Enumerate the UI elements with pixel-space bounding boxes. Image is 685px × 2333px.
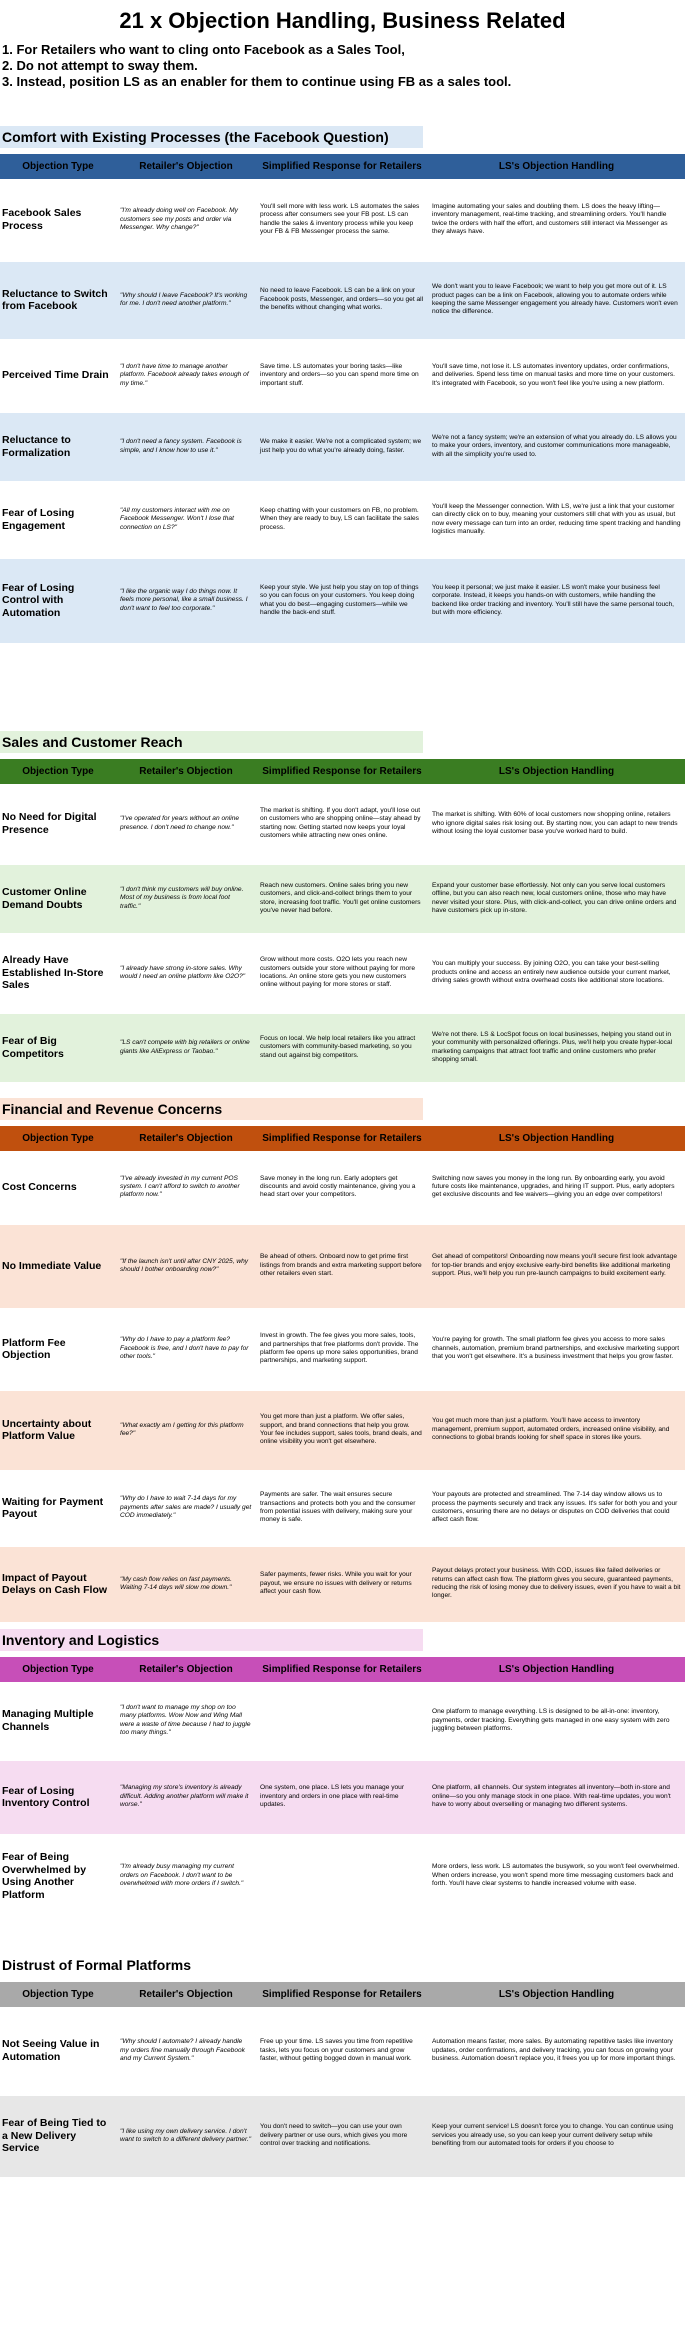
- retailer-objection: "Why should I automate? I already handle my orders fine manually through Facebook and my Current System.": [116, 2008, 256, 2094]
- ls-objection-handling: You keep it personal; we just make it easier. LS won't make your business feel corporate. Instead, it keeps you hands-on with customers, while handling the backend like order tracking and inventory. You'll still have the same personal touch, but with more efficiency.: [428, 557, 685, 644]
- objection-type: Customer Online Demand Doubts: [0, 863, 116, 934]
- objection-type: Uncertainty about Platform Value: [0, 1389, 116, 1471]
- objection-type: No Immediate Value: [0, 1223, 116, 1309]
- ls-objection-handling: You'll keep the Messenger connection. With LS, we're just a link that your customer can directly click on to buy, meaning your customers still chat with you as usual, but now every message can turn into an order, reducing time spent tracking and handling logistics manually.: [428, 482, 685, 557]
- section-title: Distrust of Formal Platforms: [0, 1954, 423, 1976]
- column-header: LS's Objection Handling: [428, 154, 685, 180]
- objection-type: Facebook Sales Process: [0, 180, 116, 260]
- column-header: LS's Objection Handling: [428, 1657, 685, 1683]
- table-header-row: [0, 1982, 685, 2008]
- ls-objection-handling: Your payouts are protected and streamlined. The 7-14 day window allows us to process the payments securely and track any issues. It's safer for both you and your customers, ensuring there are no delays or disputes on COD deliveries that could affect cash flow.: [428, 1471, 685, 1545]
- column-header: Simplified Response for Retailers: [256, 154, 428, 180]
- table-row: [0, 557, 685, 644]
- objection-table: [0, 154, 685, 646]
- section: [0, 1098, 685, 1625]
- column-header: LS's Objection Handling: [428, 759, 685, 785]
- table-row: [0, 180, 685, 260]
- simplified-response: Keep chatting with your customers on FB, no problem. When they are ready to buy, LS can facilitate the sales process.: [256, 482, 428, 557]
- simplified-response: Be ahead of others. Onboard now to get prime first listings from brands and extra marketing support before other retailers even start.: [256, 1223, 428, 1309]
- table-row: [0, 260, 685, 340]
- objection-type: Impact of Payout Delays on Cash Flow: [0, 1545, 116, 1623]
- objection-table: [0, 1982, 685, 2180]
- simplified-response: Invest in growth. The fee gives you more sales, tools, and partnerships that free platforms don't provide. The platform fee opens up more sales opportunities, brand partnerships, and marketing support.: [256, 1309, 428, 1389]
- column-header: LS's Objection Handling: [428, 1126, 685, 1152]
- simplified-response: Save time. LS automates your boring tasks—like inventory and orders—so you can spend more time on important stuff.: [256, 340, 428, 411]
- intro-item: 3. Instead, position LS as an enabler for them to continue using FB as a sales tool.: [2, 74, 512, 89]
- retailer-objection: "I'm already doing well on Facebook. My customers see my posts and order via Messenger. Why change?": [116, 180, 256, 260]
- retailer-objection: "If the launch isn't until after CNY 2025, why should I bother onboarding now?": [116, 1223, 256, 1309]
- simplified-response: Focus on local. We help local retailers like you attract customers with community-based marketing, so you stand out against big competitors.: [256, 1012, 428, 1083]
- table-row: [0, 1012, 685, 1083]
- simplified-response: Safer payments, fewer risks. While you wait for your payout, we ensure no issues with delivery or returns affect your cash flow.: [256, 1545, 428, 1623]
- column-header: Objection Type: [0, 1657, 116, 1683]
- table-row: [0, 863, 685, 934]
- retailer-objection: "Why do I have to wait 7-14 days for my payments after sales are made? I usually get COD immediately.": [116, 1471, 256, 1545]
- table-row: [0, 1223, 685, 1309]
- column-header: Retailer's Objection: [116, 154, 256, 180]
- simplified-response: Grow without more costs. O2O lets you reach new customers outside your store without paying for more locations. An online store gets you new customers online without paying for more stores or staff.: [256, 934, 428, 1012]
- retailer-objection: "What exactly am I getting for this platform fee?": [116, 1389, 256, 1471]
- objection-type: Reluctance to Formalization: [0, 411, 116, 482]
- ls-objection-handling: One platform to manage everything. LS is designed to be all-in-one: inventory, payments, order tracking. Everything gets managed in one easy system with zero juggling between platforms.: [428, 1683, 685, 1759]
- retailer-objection: "I don't want to manage my shop on too many platforms. Wow Now and Wing Mall were a waste of time because I had to juggle too many things.": [116, 1683, 256, 1759]
- table-row: [0, 1152, 685, 1223]
- objection-type: Reluctance to Switch from Facebook: [0, 260, 116, 340]
- retailer-objection: "I like the organic way I do things now. It feels more personal, like a small business. I don't want to feel too corporate.": [116, 557, 256, 644]
- table-row: [0, 2094, 685, 2178]
- ls-objection-handling: You can multiply your success. By joining O2O, you can take your best-selling products online and access an entirely new audience outside your current market, driving sales growth without extra overhead costs like additional store locations.: [428, 934, 685, 1012]
- retailer-objection: "I like using my own delivery service. I don't want to switch to a different delivery partner.": [116, 2094, 256, 2178]
- objection-type: Already Have Established In-Store Sales: [0, 934, 116, 1012]
- objection-type: Fear of Losing Engagement: [0, 482, 116, 557]
- simplified-response: You'll sell more with less work. LS automates the sales process after consumers see your FB post. LS can handle the sales & inventory process while you keep your FB & FB Messenger process the same.: [256, 180, 428, 260]
- retailer-objection: "I don't have time to manage another platform. Facebook already takes enough of my time.": [116, 340, 256, 411]
- retailer-objection: "I'm already busy managing my current orders on Facebook. I don't want to be overwhelmed with more orders if I switch.": [116, 1835, 256, 1917]
- column-header: Simplified Response for Retailers: [256, 759, 428, 785]
- objection-type: Cost Concerns: [0, 1152, 116, 1223]
- table-row: [0, 2008, 685, 2094]
- section-title: Sales and Customer Reach: [0, 731, 423, 753]
- simplified-response: Free up your time. LS saves you time from repetitive tasks, lets you focus on your customers and grow faster, without getting bogged down in manual work.: [256, 2008, 428, 2094]
- simplified-response: Payments are safer. The wait ensures secure transactions and protects both you and the consumer from potential issues with delivery, making sure your money is safe.: [256, 1471, 428, 1545]
- retailer-objection: "I've already invested in my current POS system. I can't afford to switch to another platform now.": [116, 1152, 256, 1223]
- table-header-row: [0, 154, 685, 180]
- retailer-objection: "I've operated for years without an online presence. I don't need to change now.": [116, 785, 256, 863]
- column-header: LS's Objection Handling: [428, 1982, 685, 2008]
- ls-objection-handling: One platform, all channels. Our system integrates all inventory—both in-store and online—so you only manage stock in one place. With real-time updates, you won't have to worry about overselling or managing two different systems.: [428, 1759, 685, 1835]
- simplified-response: Reach new customers. Online sales bring you new customers, and click-and-collect brings them to your store, increasing foot traffic. You'll get online customers you've never had before.: [256, 863, 428, 934]
- ls-objection-handling: We don't want you to leave Facebook; we want to help you get more out of it. LS product pages can be a link on Facebook, allowing you to automate orders while keeping the same Messenger engagement you already have. Customers won't even notice the difference.: [428, 260, 685, 340]
- ls-objection-handling: You'll save time, not lose it. LS automates inventory updates, order confirmations, and deliveries. Spend less time on manual tasks and more time on your customers. It's integrated with Facebook, so you won't feel like you're using a new platform.: [428, 340, 685, 411]
- table-header-row: [0, 1126, 685, 1152]
- simplified-response: One system, one place. LS lets you manage your inventory and orders in one place with real-time updates.: [256, 1759, 428, 1835]
- column-header: Retailer's Objection: [116, 1126, 256, 1152]
- column-header: Objection Type: [0, 1982, 116, 2008]
- retailer-objection: "LS can't compete with big retailers or online giants like AliExpress or Taobao.": [116, 1012, 256, 1083]
- simplified-response: [256, 1835, 428, 1917]
- section: [0, 1954, 685, 2180]
- column-header: Retailer's Objection: [116, 1657, 256, 1683]
- ls-objection-handling: You get much more than just a platform. You'll have access to inventory management, premium support, automated orders, increased online visibility, and connections to global brands looking for shelf space in stores like yours.: [428, 1389, 685, 1471]
- column-header: Retailer's Objection: [116, 1982, 256, 2008]
- ls-objection-handling: Automation means faster, more sales. By automating repetitive tasks like inventory updates, order confirmations, and delivery tracking, you can focus on growing your business. Automation doesn't replace you, it frees you up for more important things.: [428, 2008, 685, 2094]
- table-row: [0, 411, 685, 482]
- retailer-objection: "I don't need a fancy system. Facebook is simple, and I know how to use it.": [116, 411, 256, 482]
- retailer-objection: "All my customers interact with me on Facebook Messenger. Won't I lose that connection on LS?": [116, 482, 256, 557]
- simplified-response: Keep your style. We just help you stay on top of things so you can focus on your customers. You keep doing what you do best—engaging customers—while we handle the back-end stuff.: [256, 557, 428, 644]
- table-header-row: [0, 759, 685, 785]
- section-title: Comfort with Existing Processes (the Facebook Question): [0, 126, 423, 148]
- ls-objection-handling: Get ahead of competitors! Onboarding now means you'll secure first look advantage for top-tier brands and enjoy exclusive early-bird benefits like additional marketing support. Plus, we'll help you run pre-launch campaigns to build excitement early.: [428, 1223, 685, 1309]
- objection-type: Platform Fee Objection: [0, 1309, 116, 1389]
- ls-objection-handling: More orders, less work. LS automates the busywork, so you won't feel overwhelmed. When orders increase, you won't spend more time messaging customers back and forth. You'll have clear systems to handle increased volume with ease.: [428, 1835, 685, 1917]
- simplified-response: Save money in the long run. Early adopters get discounts and avoid costly maintenance, giving you a head start over your competitors.: [256, 1152, 428, 1223]
- objection-type: Not Seeing Value in Automation: [0, 2008, 116, 2094]
- column-header: Simplified Response for Retailers: [256, 1657, 428, 1683]
- retailer-objection: "I already have strong in-store sales. Why would I need an online platform like O2O?": [116, 934, 256, 1012]
- table-row: [0, 1309, 685, 1389]
- ls-objection-handling: The market is shifting. With 60% of local customers now shopping online, retailers who ignore digital sales risk losing out. By starting now, you can adapt to new trends without losing the loyal customer base you've worked hard to build.: [428, 785, 685, 863]
- ls-objection-handling: You're paying for growth. The small platform fee gives you access to more sales channels, automation, premium brand partnerships, and exclusive marketing support that you won't get elsewhere. It's a business investment that helps you grow faster.: [428, 1309, 685, 1389]
- table-row: [0, 1835, 685, 1917]
- objection-table: [0, 759, 685, 1085]
- table-row: [0, 1471, 685, 1545]
- simplified-response: No need to leave Facebook. LS can be a link on your Facebook posts, Messenger, and orders—so you get all the benefits without changing what works.: [256, 260, 428, 340]
- objection-table: [0, 1126, 685, 1625]
- objection-type: Fear of Being Tied to a New Delivery Service: [0, 2094, 116, 2178]
- ls-objection-handling: We're not there. LS & LocSpot focus on local businesses, helping you stand out in your community with personalized offerings. Plus, we'll help you create hyper-local marketing campaigns that attract foot traffic and online customers who prefer shopping small.: [428, 1012, 685, 1083]
- ls-objection-handling: Payout delays protect your business. With COD, issues like failed deliveries or returns can affect cash flow. The platform gives you secure, guaranteed payments, reducing the risk of losing money due to delivery issues, even if you have to wait a bit longer.: [428, 1545, 685, 1623]
- objection-table: [0, 1657, 685, 1919]
- objection-type: No Need for Digital Presence: [0, 785, 116, 863]
- ls-objection-handling: We're not a fancy system; we're an extension of what you already do. LS allows you to make your orders, inventory, and customer communications more manageable, with all the simplicity you're used to.: [428, 411, 685, 482]
- ls-objection-handling: Keep your current service! LS doesn't force you to change. You can continue using services you already use, so you can keep your current delivery setup while benefiting from our automated tools for orders if you choose to: [428, 2094, 685, 2178]
- ls-objection-handling: Expand your customer base effortlessly. Not only can you serve local customers offline, but you can also reach new, local customers online, those who may have never visited your store. Plus, with click-and-collect, you can drive online orders and have customers pick up in-store.: [428, 863, 685, 934]
- ls-objection-handling: Switching now saves you money in the long run. By onboarding early, you avoid future costs like maintenance, upgrades, and hiring IT support. Plus, early adopters get exclusive discounts and fee waivers—giving you an edge over competitors!: [428, 1152, 685, 1223]
- retailer-objection: "I don't think my customers will buy online. Most of my business is from local foot traffic.": [116, 863, 256, 934]
- column-header: Retailer's Objection: [116, 759, 256, 785]
- table-row: [0, 785, 685, 863]
- table-row: [0, 1389, 685, 1471]
- objection-type: Fear of Losing Control with Automation: [0, 557, 116, 644]
- simplified-response: We make it easier. We're not a complicated system; we just help you do what you're already doing, faster.: [256, 411, 428, 482]
- simplified-response: The market is shifting. If you don't adapt, you'll lose out on customers who are shopping online—stay ahead by starting now. Getting started now keeps your loyal customers while attracting new ones online.: [256, 785, 428, 863]
- retailer-objection: "Why should I leave Facebook? It's working for me. I don't need another platform.": [116, 260, 256, 340]
- simplified-response: You don't need to switch—you can use your own delivery partner or use ours, which gives you more control over tracking and notifications.: [256, 2094, 428, 2178]
- ls-objection-handling: Imagine automating your sales and doubling them. LS does the heavy lifting—inventory management, real-time tracking, and streamlining orders. You'll handle twice the orders with half the effort, and customers still interact via Messenger as they always have.: [428, 180, 685, 260]
- table-header-row: [0, 1657, 685, 1683]
- table-row: [0, 934, 685, 1012]
- objection-type: Perceived Time Drain: [0, 340, 116, 411]
- column-header: Simplified Response for Retailers: [256, 1126, 428, 1152]
- simplified-response: [256, 1683, 428, 1759]
- table-row: [0, 482, 685, 557]
- table-row: [0, 1683, 685, 1759]
- simplified-response: You get more than just a platform. We offer sales, support, and brand connections that help you grow. Your fee includes support, sales tools, brand deals, and online visibility you won't get elsewhere.: [256, 1389, 428, 1471]
- column-header: Objection Type: [0, 759, 116, 785]
- column-header: Simplified Response for Retailers: [256, 1982, 428, 2008]
- objection-type: Fear of Big Competitors: [0, 1012, 116, 1083]
- section-title: Inventory and Logistics: [0, 1629, 423, 1651]
- table-row: [0, 1545, 685, 1623]
- table-row: [0, 340, 685, 411]
- section: [0, 731, 685, 1085]
- objection-type: Waiting for Payment Payout: [0, 1471, 116, 1545]
- column-header: Objection Type: [0, 154, 116, 180]
- table-row: [0, 1759, 685, 1835]
- column-header: Objection Type: [0, 1126, 116, 1152]
- intro-item: 1. For Retailers who want to cling onto Facebook as a Sales Tool,: [2, 42, 405, 57]
- objection-type: Fear of Losing Inventory Control: [0, 1759, 116, 1835]
- section-title: Financial and Revenue Concerns: [0, 1098, 423, 1120]
- page-title: 21 x Objection Handling, Business Related: [119, 8, 566, 33]
- retailer-objection: "Why do I have to pay a platform fee? Facebook is free, and I don't have to pay for other tools.": [116, 1309, 256, 1389]
- objection-type: Managing Multiple Channels: [0, 1683, 116, 1759]
- retailer-objection: "My cash flow relies on fast payments. Waiting 7-14 days will slow me down.": [116, 1545, 256, 1623]
- section: [0, 126, 685, 646]
- intro-list: [0, 42, 685, 90]
- intro-item: 2. Do not attempt to sway them.: [2, 58, 198, 73]
- objection-type: Fear of Being Overwhelmed by Using Another Platform: [0, 1835, 116, 1917]
- section: [0, 1629, 685, 1919]
- retailer-objection: "Managing my store's inventory is already difficult. Adding another platform will make it worse.": [116, 1759, 256, 1835]
